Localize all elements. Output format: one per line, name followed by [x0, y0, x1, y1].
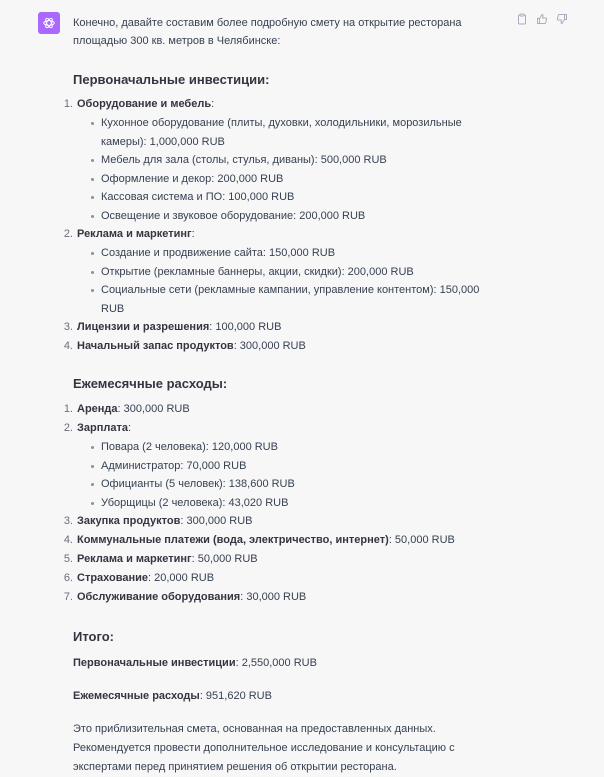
item-number: 3. [63, 321, 73, 333]
item-number: 3. [63, 515, 73, 527]
initial-investments-list [63, 95, 503, 356]
item-number: 1. [63, 403, 73, 415]
list-item [63, 318, 503, 337]
sublist-item: Создание и продвижение сайта: 150,000 RUB [77, 244, 503, 263]
openai-logo-icon [42, 16, 56, 30]
item-label: Реклама и маркетинг [77, 553, 192, 565]
list-item [63, 225, 503, 318]
item-value: : 300,000 RUB [233, 340, 306, 352]
total-monthly-label: Ежемесячные расходы [73, 690, 200, 702]
list-item [63, 531, 503, 550]
conclusion-text: Это приблизительная смета, основанная на предоставленных данных. Рекомендуется провести дополнительное исследование и консультацию с экспертами перед принятием решения об открытии ресторана. [73, 723, 455, 773]
item-number: 7. [63, 591, 73, 603]
monthly-expenses-list [63, 400, 503, 607]
list-item [63, 550, 503, 569]
item-label: Зарплата [77, 422, 128, 434]
sublist [77, 244, 503, 318]
thumbs-down-icon[interactable] [556, 13, 568, 25]
initial-investments-heading: Первоначальные инвестиции: [73, 72, 270, 87]
sublist-item: Администратор: 70,000 RUB [77, 457, 503, 476]
item-value: : 50,000 RUB [191, 553, 258, 565]
item-number: 2. [63, 422, 73, 434]
sublist-item: Официанты (5 человек): 138,600 RUB [77, 475, 503, 494]
sublist-item: Освещение и звуковое оборудование: 200,000 RUB [77, 207, 503, 226]
assistant-avatar [38, 12, 60, 34]
item-value: : 300,000 RUB [180, 515, 253, 527]
list-item [63, 95, 503, 225]
sublist [77, 438, 503, 512]
list-item [63, 400, 503, 419]
clipboard-icon[interactable] [516, 13, 528, 25]
sublist-item: Социальные сети (рекламные кампании, управление контентом): 150,000 RUB [77, 281, 503, 318]
total-heading: Итого: [73, 629, 114, 644]
item-number: 5. [63, 553, 73, 565]
list-item [63, 588, 503, 607]
list-item [63, 569, 503, 588]
list-item [63, 337, 503, 356]
item-label: Начальный запас продуктов [77, 340, 234, 352]
sublist-item: Кухонное оборудование (плиты, духовки, холодильники, морозильные камеры): 1,000,000 RUB [77, 114, 503, 151]
total-initial-value: : 2,550,000 RUB [235, 657, 317, 669]
message-actions [516, 13, 568, 25]
total-monthly [73, 687, 513, 706]
sublist-item: Повара (2 человека): 120,000 RUB [77, 438, 503, 457]
item-label: Реклама и маркетинг [77, 228, 192, 240]
item-label: Обслуживание оборудования [77, 591, 241, 603]
item-number: 4. [63, 340, 73, 352]
item-label: Оборудование и мебель [77, 98, 212, 110]
item-value: : [191, 228, 195, 240]
item-label: Лицензии и разрешения [77, 321, 210, 333]
item-value: : [127, 422, 132, 434]
item-label: Страхование [77, 572, 148, 584]
sublist-item: Кассовая система и ПО: 100,000 RUB [77, 188, 503, 207]
total-monthly-value: : 951,620 RUB [199, 690, 272, 702]
sublist [77, 114, 503, 225]
item-label: Закупка продуктов [77, 515, 181, 527]
item-number: 2. [63, 228, 73, 240]
item-value: : 30,000 RUB [240, 591, 307, 603]
thumbs-up-icon[interactable] [536, 13, 548, 25]
list-item [63, 419, 503, 512]
intro-text: Конечно, давайте составим более подробную смету на открытие ресторана площадью 300 кв. метров в Челябинске: [73, 17, 462, 47]
total-initial [73, 654, 513, 673]
assistant-message [63, 14, 513, 777]
sublist-item: Открытие (рекламные баннеры, акции, скидки): 200,000 RUB [77, 263, 503, 282]
item-value: : 100,000 RUB [209, 321, 282, 333]
monthly-expenses-heading: Ежемесячные расходы: [73, 376, 228, 391]
total-initial-label: Первоначальные инвестиции [73, 657, 236, 669]
list-item [63, 512, 503, 531]
item-number: 4. [63, 534, 73, 546]
item-number: 6. [63, 572, 73, 584]
sublist-item: Уборщицы (2 человека): 43,020 RUB [77, 494, 503, 513]
item-value: : 20,000 RUB [148, 572, 215, 584]
item-value: : [211, 98, 215, 110]
sublist-item: Оформление и декор: 200,000 RUB [77, 170, 503, 189]
sublist-item: Мебель для зала (столы, стулья, диваны): 500,000 RUB [77, 151, 503, 170]
item-value: : 50,000 RUB [388, 534, 455, 546]
item-number: 1. [63, 98, 73, 110]
item-value: : 300,000 RUB [117, 403, 190, 415]
item-label: Аренда [77, 403, 118, 415]
item-label: Коммунальные платежи (вода, электричество, интернет) [77, 534, 389, 546]
